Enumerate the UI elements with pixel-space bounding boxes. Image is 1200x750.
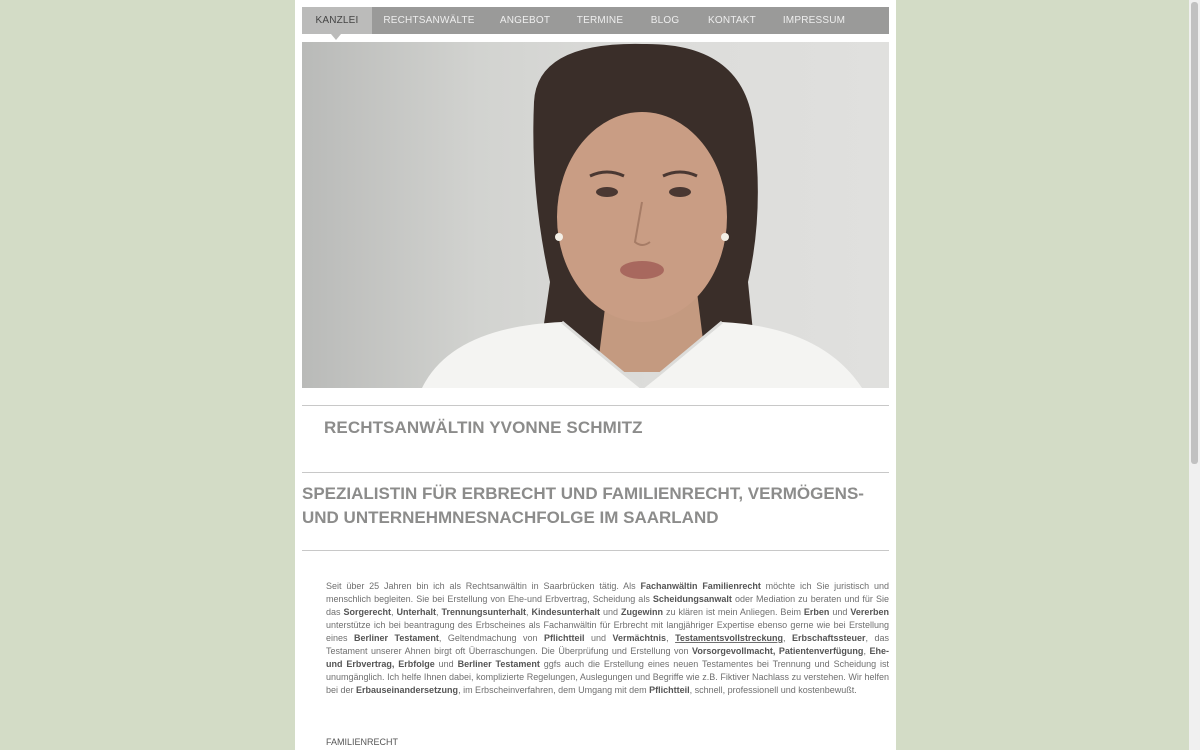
keyword-text: Erben	[803, 607, 830, 617]
paragraph-text: ,	[526, 607, 532, 617]
keyword-text: Testament	[495, 659, 540, 669]
intro-paragraph	[326, 580, 889, 697]
keyword-text: Vererben	[850, 607, 889, 617]
paragraph-text: und	[829, 607, 851, 617]
paragraph-text: Seit über 25 Jahren bin ich als Rechtsanwältin in Saarbrücken tätig. Als	[326, 581, 641, 591]
section-heading-familienrecht: FAMILIENRECHT	[326, 737, 399, 747]
paragraph-text: zu klären ist mein Anliegen. Beim	[663, 607, 804, 617]
divider	[302, 472, 889, 473]
nav-item-blog[interactable]: BLOG	[650, 15, 680, 26]
keyword-text: Sorgerecht	[343, 607, 392, 617]
keyword-text: Berliner Testament	[354, 633, 439, 643]
paragraph-text: und	[584, 633, 613, 643]
paragraph-text: ggfs auch die Erstellung eines neuen Testamentes bei Trennung und Scheidung ist unumgänglich. Ich helfe Ihnen dabei, komplizierte Regelungen, Auslegungen und Begriffe wie z.B. Fiktiver Nachlass zu verstehen. Wir helfen bei der	[326, 659, 889, 695]
keyword-text: Testamentsvollstreckung	[675, 633, 783, 643]
paragraph-text: ,	[666, 633, 676, 643]
divider	[302, 550, 889, 551]
keyword-text: Pflichtteil	[543, 633, 585, 643]
keyword-text: Trennungsunterhalt	[441, 607, 527, 617]
keyword-text: Pflichtteil	[649, 685, 690, 695]
paragraph-text: möchte ich Sie juristisch und menschlich begleiten. Sie bei Erstellung von Ehe-und Erbvertrag, Scheidung als	[326, 581, 889, 604]
keyword-text: Berliner	[457, 659, 492, 669]
keyword-text: Zugewinn	[621, 607, 663, 617]
divider	[302, 405, 889, 406]
paragraph-text: , im Erbscheinverfahren, dem Umgang mit dem	[458, 685, 650, 695]
keyword-text: Vermächtnis	[612, 633, 667, 643]
nav-item-angebot[interactable]: ANGEBOT	[499, 15, 551, 26]
keyword-text: Unterhalt	[396, 607, 437, 617]
paragraph-text: , das Testament unserer Ahnen birgt oft Überraschungen. Die Überprüfung und Erstellung von	[326, 633, 890, 656]
keyword-text: Erbauseinandersetzung	[356, 685, 459, 695]
paragraph-text: und	[434, 659, 458, 669]
main-navigation	[302, 7, 889, 34]
nav-item-termine[interactable]: TERMINE	[576, 15, 624, 26]
keyword-text: Ehe-und Erbvertrag, Erbfolge	[326, 646, 889, 669]
paragraph-text: , Geltendmachung von	[438, 633, 544, 643]
paragraph-text: ,	[863, 646, 870, 656]
scrollbar-thumb[interactable]	[1191, 2, 1198, 464]
keyword-text: Erbschaftssteuer	[791, 633, 866, 643]
active-nav-indicator	[331, 34, 341, 40]
paragraph-text: ,	[436, 607, 442, 617]
portrait-illustration	[302, 42, 889, 388]
keyword-text: Kindesunterhalt	[531, 607, 601, 617]
keyword-text: Scheidungsanwalt	[652, 594, 732, 604]
keyword-text: Fachanwältin Familienrecht	[640, 581, 761, 591]
page-title: RECHTSANWÄLTIN YVONNE SCHMITZ	[324, 418, 643, 437]
nav-item-rechtsanwaelte[interactable]: RECHTSANWÄLTE	[383, 15, 475, 26]
keyword-link[interactable]	[675, 633, 783, 643]
paragraph-text: unterstütze ich bei beantragung des Erbscheines als Fachanwältin für Erbrecht mit langjähriger Expertise ebenso gerne wie bei Erstellung eines	[326, 620, 889, 643]
page-content	[295, 0, 896, 750]
nav-item-kontakt[interactable]: KONTAKT	[708, 15, 756, 26]
paragraph-text: , schnell, professionell und kostenbewußt.	[689, 685, 857, 695]
paragraph-text: oder Mediation zu beraten und für Sie das	[326, 594, 889, 617]
hero-portrait-image	[302, 42, 889, 388]
nav-item-kanzlei[interactable]: KANZLEI	[302, 7, 372, 34]
paragraph-text: ,	[782, 633, 792, 643]
nav-item-impressum[interactable]: IMPRESSUM	[782, 15, 846, 26]
keyword-text: Vorsorgevollmacht, Patientenverfügung	[692, 646, 864, 656]
page-subtitle: SPEZIALISTIN FÜR ERBRECHT UND FAMILIENRECHT, VERMÖGENS-UND UNTERNEHMNESNACHFOLGE IM SAARLAND	[302, 484, 864, 527]
paragraph-text: und	[600, 607, 621, 617]
paragraph-text: ,	[391, 607, 397, 617]
